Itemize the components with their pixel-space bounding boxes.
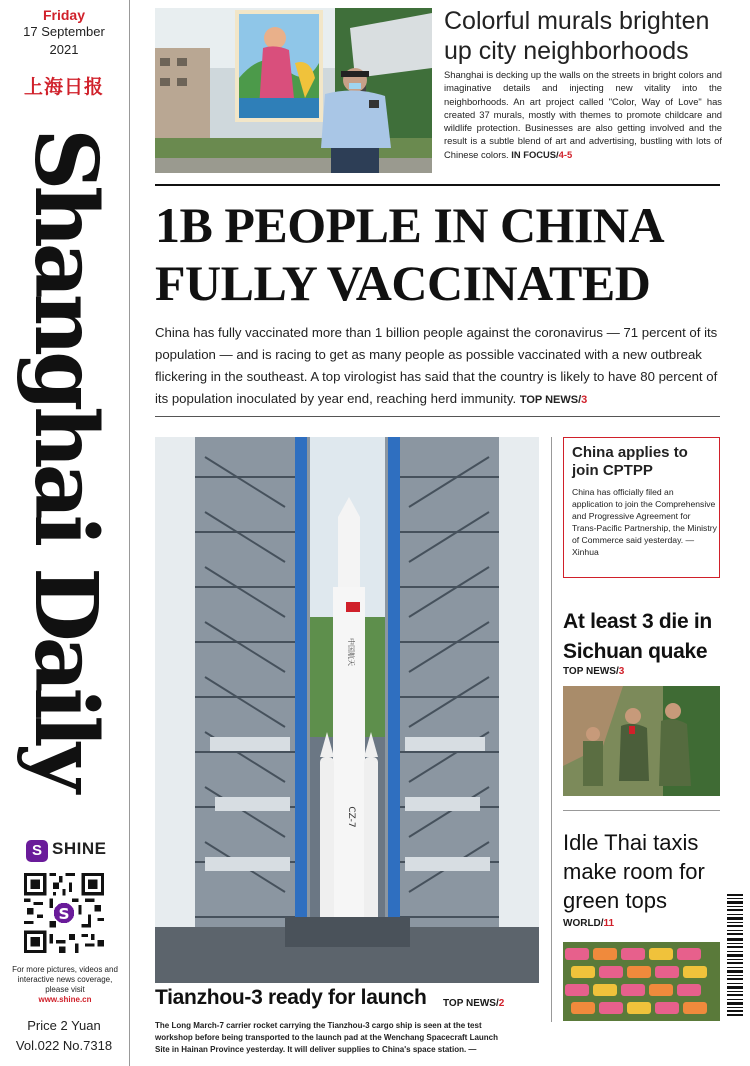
title-area <box>6 108 124 808</box>
volume-number: Vol.022 No.7318 <box>15 1038 113 1053</box>
rocket-photo[interactable] <box>155 437 539 983</box>
section-divider <box>155 184 720 186</box>
section-divider-2 <box>155 416 720 417</box>
murals-ref-section: IN FOCUS/ <box>511 148 559 160</box>
lead-summary <box>155 322 720 411</box>
column-divider <box>551 437 552 1022</box>
headline-line-1: 1B PEOPLE IN CHINA <box>155 197 665 253</box>
taxi-headline[interactable]: Idle Thai taxis make room for green tops <box>563 830 705 913</box>
rocket-ref-section: TOP NEWS/ <box>443 998 499 1009</box>
shine-wordmark: SHINE <box>52 839 107 858</box>
svg-text:S: S <box>58 904 70 923</box>
rocket-page-ref[interactable] <box>443 998 504 1009</box>
cptpp-body: China has officially filed an application to join the Comprehensive and Progressive Agreement for Trans-Pacific Partnership, the Ministry of Commerce said yesterday. — Xinhua <box>572 487 717 557</box>
lead-headline[interactable] <box>155 196 725 312</box>
issue-year: 2021 <box>49 42 79 57</box>
cptpp-headline: China applies to join CPTPP <box>572 444 688 479</box>
taxi-page-ref[interactable] <box>563 918 614 929</box>
quake-ref-page: 3 <box>618 666 625 677</box>
lead-body-text: China has fully vaccinated more than 1 billion people against the coronavirus — 71 percent of its population — and is racing to get as many people as possible vaccinated with a new outbreak flickering in the southeast. A top virologist has said that the country is likely to have 80 percent of its population inoculated by year end, reaching herd immunity. <box>155 325 718 406</box>
rocket-caption-title[interactable]: Tianzhou-3 ready for launch <box>155 986 427 1009</box>
shine-badge-icon: S <box>26 840 48 862</box>
rocket-caption-line-2: workshop before being transported to the launch pad at the Wenchang Spacecraft Launch <box>155 1033 499 1042</box>
quake-page-ref[interactable] <box>563 666 624 677</box>
headline-line-2: FULLY VACCINATED <box>155 255 651 311</box>
issue-day: Friday <box>42 7 85 23</box>
taxi-ref-section: WORLD/ <box>563 918 604 929</box>
taxi-ref-page: 11 <box>603 918 615 929</box>
rocket-caption <box>155 1020 509 1056</box>
rocket-caption-line-1: The Long March-7 carrier rocket carrying the Tianzhou-3 cargo ship is seen at the test <box>155 1021 482 1030</box>
quake-photo[interactable] <box>563 686 720 796</box>
rocket-caption-line-3: Site in Hainan Province yesterday. It will deliver supplies to China's space station. — <box>155 1045 477 1054</box>
lead-ref-page: 3 <box>581 394 588 406</box>
rocket-chinese-text: 中国航天 <box>347 638 355 666</box>
murals-page-ref[interactable] <box>511 149 572 160</box>
murals-photo[interactable] <box>155 8 432 173</box>
quake-headline[interactable]: At least 3 die in Sichuan quake <box>563 610 712 663</box>
price: Price 2 Yuan <box>27 1018 101 1033</box>
more-info-text: For more pictures, videos and interactive news coverage, please visit <box>12 965 118 994</box>
taxi-photo[interactable] <box>563 942 720 1021</box>
murals-headline[interactable]: Colorful murals brighten up city neighborhoods <box>444 7 710 65</box>
rocket-ref-page: 2 <box>498 998 505 1009</box>
masthead-column <box>0 0 130 1066</box>
murals-summary <box>444 68 722 161</box>
qr-code-icon[interactable] <box>24 873 104 953</box>
murals-body-text: Shanghai is decking up the walls on the streets in bright colors and imaginative details and injecting new vitality into the neighborhoods. An art project called "Color, Way of Love" has created 37 murals, mostly with themes to promote childcare and wildlife protection. Businesses are also getting involved and the result is a subtle blend of art and advertising, bustling with lots of Chinese colors. <box>444 69 722 160</box>
barcode-icon <box>727 892 743 1018</box>
right-column-divider <box>563 810 720 811</box>
murals-ref-pages: 4-5 <box>558 148 573 160</box>
more-info-note <box>8 965 122 1005</box>
lead-ref-section: TOP NEWS/ <box>519 394 582 406</box>
lead-page-ref[interactable] <box>520 394 587 406</box>
shine-logo[interactable] <box>26 838 116 866</box>
website-link[interactable]: www.shine.cn <box>38 995 92 1004</box>
newspaper-title: Shanghai Daily <box>15 128 116 788</box>
chinese-name: 上海日报 <box>23 77 104 98</box>
quake-ref-section: TOP NEWS/ <box>563 666 619 677</box>
issue-date: 17 September <box>23 24 105 39</box>
rocket-label: CZ-7 <box>346 806 356 828</box>
cptpp-story-box[interactable] <box>563 437 720 578</box>
